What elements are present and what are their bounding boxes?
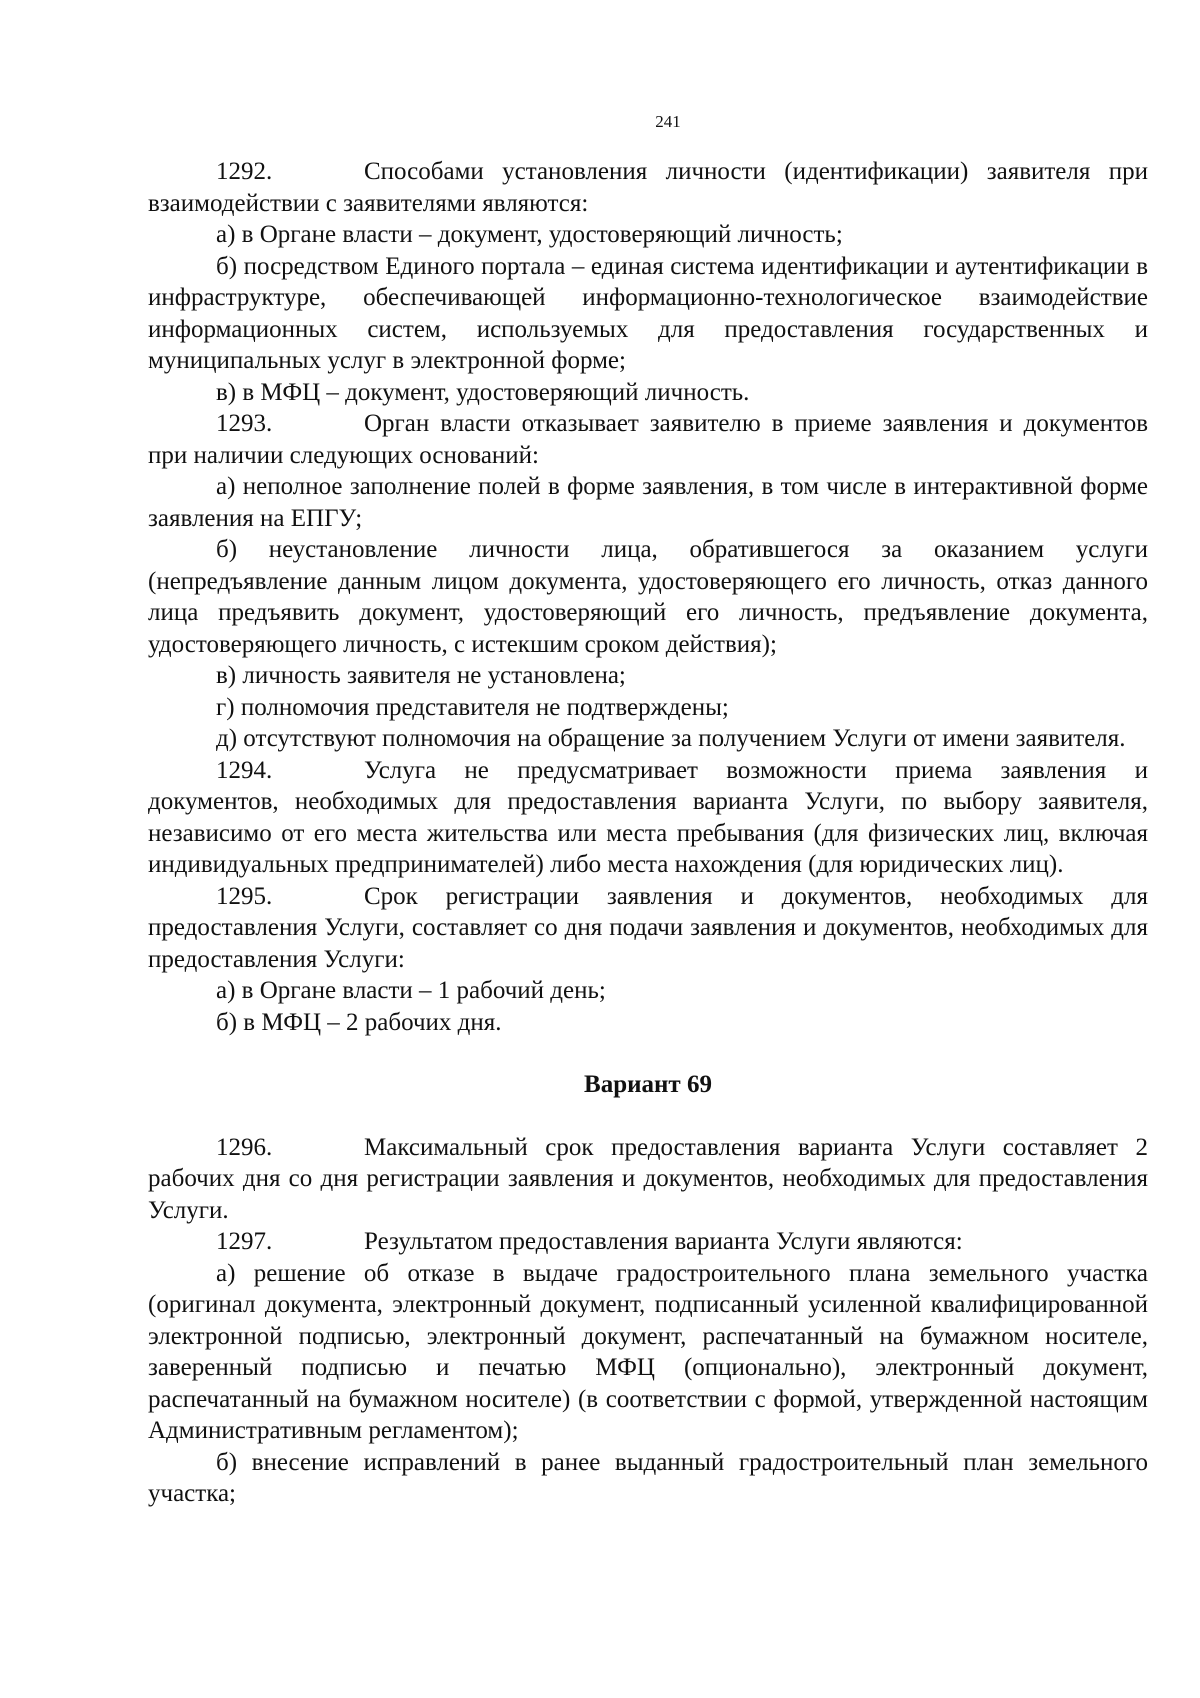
paragraph-1297 (148, 1226, 1148, 1258)
clause-number: 1295. (216, 882, 273, 910)
list-item: д) отсутствуют полномочия на обращение за получением Услуги от имени заявителя. (216, 725, 1126, 752)
list-item: г) полномочия представителя не подтверждены; (216, 693, 729, 721)
list-item: в) в МФЦ – документ, удостоверяющий личность. (216, 378, 750, 406)
section-heading: Вариант 69 (584, 1071, 712, 1098)
list-item: а) решение об отказе в выдаче градостроительного плана земельного участка (оригинал документа, электронный документ, подписанный усиленной квалифицированной электронной подписью, электронный документ, распечатанный на бумажном носителе, заверенный подписью и печатью МФЦ (опционально), электронный документ, распечатанный на бумажном носителе) (в соответствии с формой, утвержденной настоящим Административным регламентом); (148, 1259, 1148, 1444)
list-item: в) личность заявителя не установлена; (216, 662, 626, 689)
list-item: б) посредством Единого портала – единая система идентификации и аутентификации в инфраструктуре, обеспечивающей информационно-технологическое взаимодействие информационных систем, используемых для предоставления государственных и муниципальных услуг в электронной форме; (148, 252, 1148, 374)
list-item: б) неустановление личности лица, обратившегося за оказанием услуги (непредъявление данным лицом документа, удостоверяющего его личность, отказ данного лица предъявить документ, удостоверяющий его личность, предъявление документа, удостоверяющего личность, с истекшим сроком действия); (148, 536, 1148, 658)
section-after-heading (148, 1132, 1148, 1510)
paragraph-1292 (148, 156, 1148, 219)
list-item: а) в Органе власти – 1 рабочий день; (216, 977, 606, 1004)
clause-number: 1292. (216, 158, 273, 185)
paragraph-text: Срок регистрации заявления и документов, необходимых для предоставления Услуги, составляет со дня подачи заявления и документов, необходимых для предоставления Услуги: (148, 882, 1148, 973)
paragraph-1296 (148, 1132, 1148, 1227)
paragraph-text: Максимальный срок предоставления варианта Услуги составляет 2 рабочих дня со дня регистрации заявления и документов, необходимых для предоставления Услуги. (148, 1133, 1148, 1224)
clause-number: 1294. (216, 756, 273, 784)
paragraph-text: Орган власти отказывает заявителю в приеме заявления и документов при наличии следующих оснований: (148, 410, 1148, 469)
section-before-heading (148, 156, 1148, 1038)
list-item: б) внесение исправлений в ранее выданный градостроительный план земельного участка; (148, 1448, 1148, 1507)
paragraph-1294 (148, 755, 1148, 881)
paragraph-text: Способами установления личности (идентификации) заявителя при взаимодействии с заявителями являются: (148, 158, 1148, 217)
paragraph-text: Результатом предоставления варианта Услуги являются: (364, 1228, 963, 1255)
list-item: а) в Органе власти – документ, удостоверяющий личность; (216, 221, 843, 248)
paragraph-text: Услуга не предусматривает возможности приема заявления и документов, необходимых для предоставления варианта Услуги, по выбору заявителя, независимо от его места жительства или места пребывания (для физических лиц, включая индивидуальных предпринимателей) либо места нахождения (для юридических лиц). (148, 756, 1148, 878)
paragraph-1293 (148, 408, 1148, 471)
paragraph-1295 (148, 881, 1148, 976)
clause-number: 1297. (216, 1228, 273, 1255)
clause-number: 1293. (216, 410, 273, 437)
page-number: 241 (655, 112, 681, 131)
list-item: а) неполное заполнение полей в форме заявления, в том числе в интерактивной форме заявления на ЕПГУ; (148, 473, 1148, 532)
list-item: б) в МФЦ – 2 рабочих дня. (216, 1008, 502, 1036)
clause-number: 1296. (216, 1133, 273, 1161)
